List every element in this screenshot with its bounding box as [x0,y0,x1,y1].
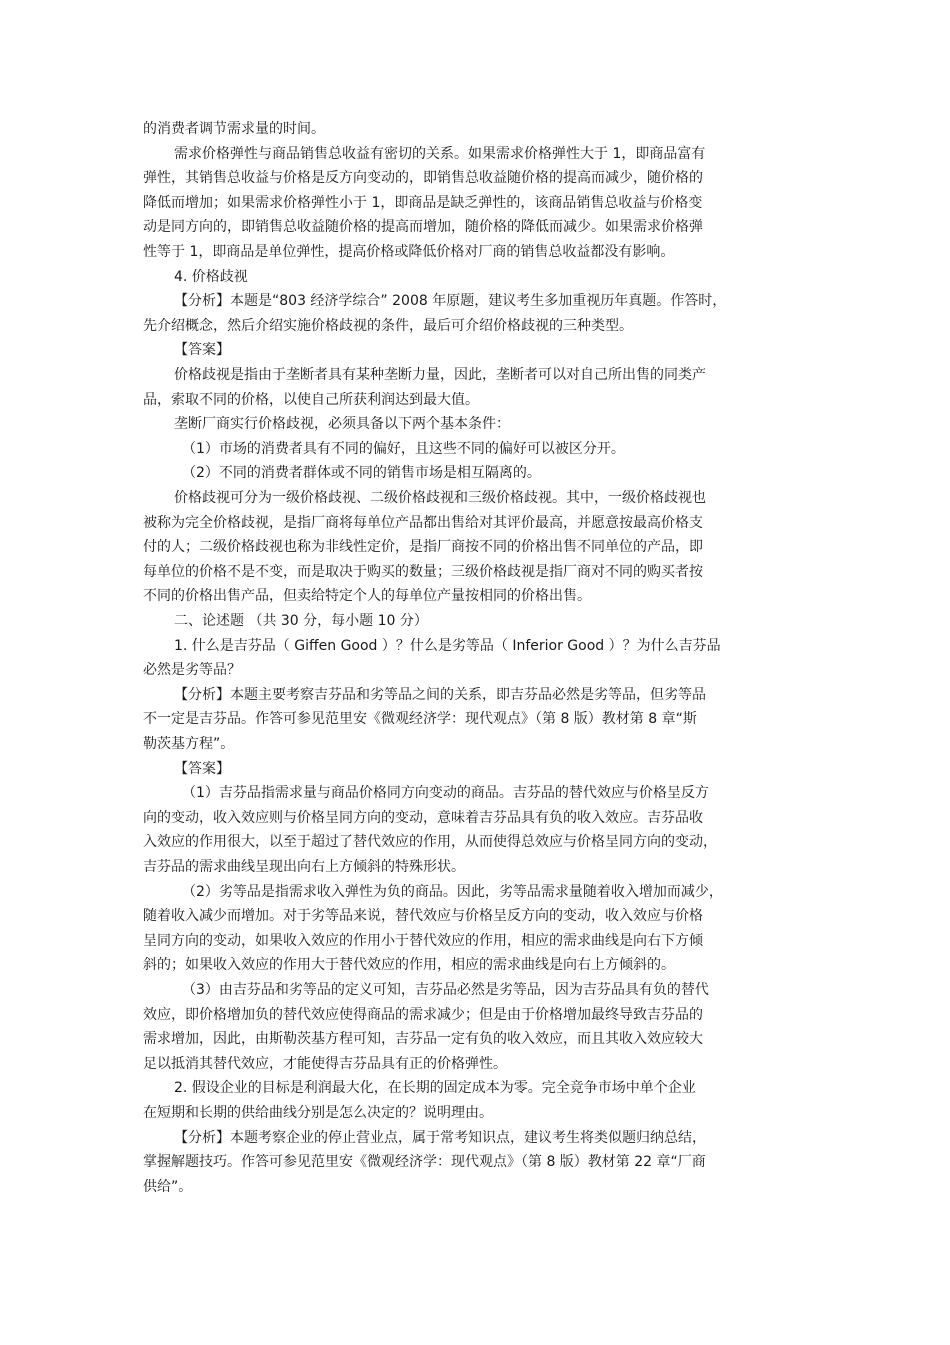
text-line: 被称为完全价格歧视，是指厂商将每单位产品都出售给对其评价最高，并愿意按最高价格支 [143,514,703,531]
text-line: 勒茨基方程”。 [143,736,235,752]
text-line: 2. 假设企业的目标是利润最大化，在长期的固定成本为零。完全竞争市场中单个企业 [174,1080,696,1097]
text-line: 需求价格弹性与商品销售总收益有密切的关系。如果需求价格弹性大于 1，即商品富有 [174,145,706,162]
text-line: 呈同方向的变动，如果收入效应的作用小于替代效应的作用，相应的需求曲线是向右下方倾 [143,932,703,949]
text-line: 【答案】 [174,342,230,359]
text-line: 品，索取不同的价格，以使自己所获利润达到最大值。 [143,391,479,408]
text-line: 【答案】 [174,760,230,777]
text-line: 动是同方向的，即销售总收益随价格的提高而增加，随价格的降低而减少。如果需求价格弹 [143,219,703,236]
text-line: 付的人；二级价格歧视也称为非线性定价，是指厂商按不同的价格出售不同单位的产品，即 [143,539,703,556]
text-line: 4. 价格歧视 [174,268,248,285]
text-line: 在短期和长期的供给曲线分别是怎么决定的？说明理由。 [143,1105,493,1121]
text-line: 向的变动，收入效应则与价格呈同方向的变动，意味着吉芬品具有负的收入效应。吉芬品收 [143,809,703,826]
text-line: 性等于 1，即商品是单位弹性，提高价格或降低价格对厂商的销售总收益都没有影响。 [143,244,675,260]
text-line: 【分析】本题主要考察吉芬品和劣等品之间的关系，即吉芬品必然是劣等品，但劣等品 [174,686,706,703]
text-line: 降低而增加；如果需求价格弹性小于 1，即商品是缺乏弹性的，该商品销售总收益与价格变 [143,194,703,211]
text-line: 弹性，其销售总收益与价格是反方向变动的，即销售总收益随价格的提高而减少，随价格的 [143,170,703,187]
text-line: 的消费者调节需求量的时间。 [143,121,325,137]
text-line: 掌握解题技巧。作答可参见范里安《微观经济学：现代观点》（第 8 版）教材第 22 章“厂商 [143,1154,706,1171]
text-line: 【分析】本题考察企业的停止营业点，属于常考知识点，建议考生将类似题归纳总结， [174,1129,706,1146]
text-line: 垄断厂商实行价格歧视，必须具备以下两个基本条件： [174,416,510,433]
text-line: 效应，即价格增加负的替代效应使得商品的需求减少；但是由于价格增加最终导致吉芬品的 [143,1006,703,1023]
text-line: （2）不同的消费者群体或不同的销售市场是相互隔离的。 [182,465,541,482]
text-line: 【分析】本题是“803 经济学综合” 2008 年原题，建议考生多加重视历年真题。作答时， [174,293,727,310]
text-line: 必然是劣等品？ [143,662,241,679]
text-line: 价格歧视是指由于垄断者具有某种垄断力量，因此，垄断者可以对自己所出售的同类产 [174,367,706,383]
text-line: 先介绍概念，然后介绍实施价格歧视的条件，最后可介绍价格歧视的三种类型。 [143,317,633,334]
text-line: 价格歧视可分为一级价格歧视、二级价格歧视和三级价格歧视。其中，一级价格歧视也 [174,490,706,506]
text-line: 随着收入减少而增加。对于劣等品来说，替代效应与价格呈反方向的变动，收入效应与价格 [143,908,703,925]
text-line: 足以抵消其替代效应，才能使得吉芬品具有正的价格弹性。 [143,1055,507,1072]
text-line: 吉芬品的需求曲线呈现出向右上方倾斜的特殊形状。 [143,859,465,875]
text-line: （3）由吉芬品和劣等品的定义可知，吉芬品必然是劣等品，因为吉芬品具有负的替代 [182,982,709,998]
text-line: （2）劣等品是指需求收入弹性为负的商品。因此，劣等品需求量随着收入增加而减少， [182,883,723,900]
text-line: 1. 什么是吉芬品（ Giffen Good ）？什么是劣等品（ Inferior Good ）？为什么吉芬品 [174,637,721,654]
text-line: 二、论述题 （共 30 分，每小题 10 分） [174,613,428,629]
text-line: 每单位的价格不是不变，而是取决于购买的数量；三级价格歧视是指厂商对不同的购买者按 [143,563,703,580]
text-line: 不同的价格出售产品，但卖给特定个人的每单位产量按相同的价格出售。 [143,588,591,605]
text-line: 供给”。 [143,1178,193,1195]
text-line: 需求增加，因此，由斯勒茨基方程可知，吉芬品一定有负的收入效应，而且其收入效应较大 [143,1031,703,1048]
text-line: （1）市场的消费者具有不同的偏好，且这些不同的偏好可以被区分开。 [182,440,625,457]
text-line: 斜的；如果收入效应的作用大于替代效应的作用，相应的需求曲线是向右上方倾斜的。 [143,957,675,974]
text-line: （1）吉芬品指需求量与商品价格同方向变动的商品。吉芬品的替代效应与价格呈反方 [182,785,709,802]
text-line: 入效应的作用很大，以至于超过了替代效应的作用，从而使得总效应与价格呈同方向的变动， [143,834,717,851]
text-line: 不一定是吉芬品。作答可参见范里安《微观经济学：现代观点》（第 8 版）教材第 8 章“斯 [143,711,697,728]
